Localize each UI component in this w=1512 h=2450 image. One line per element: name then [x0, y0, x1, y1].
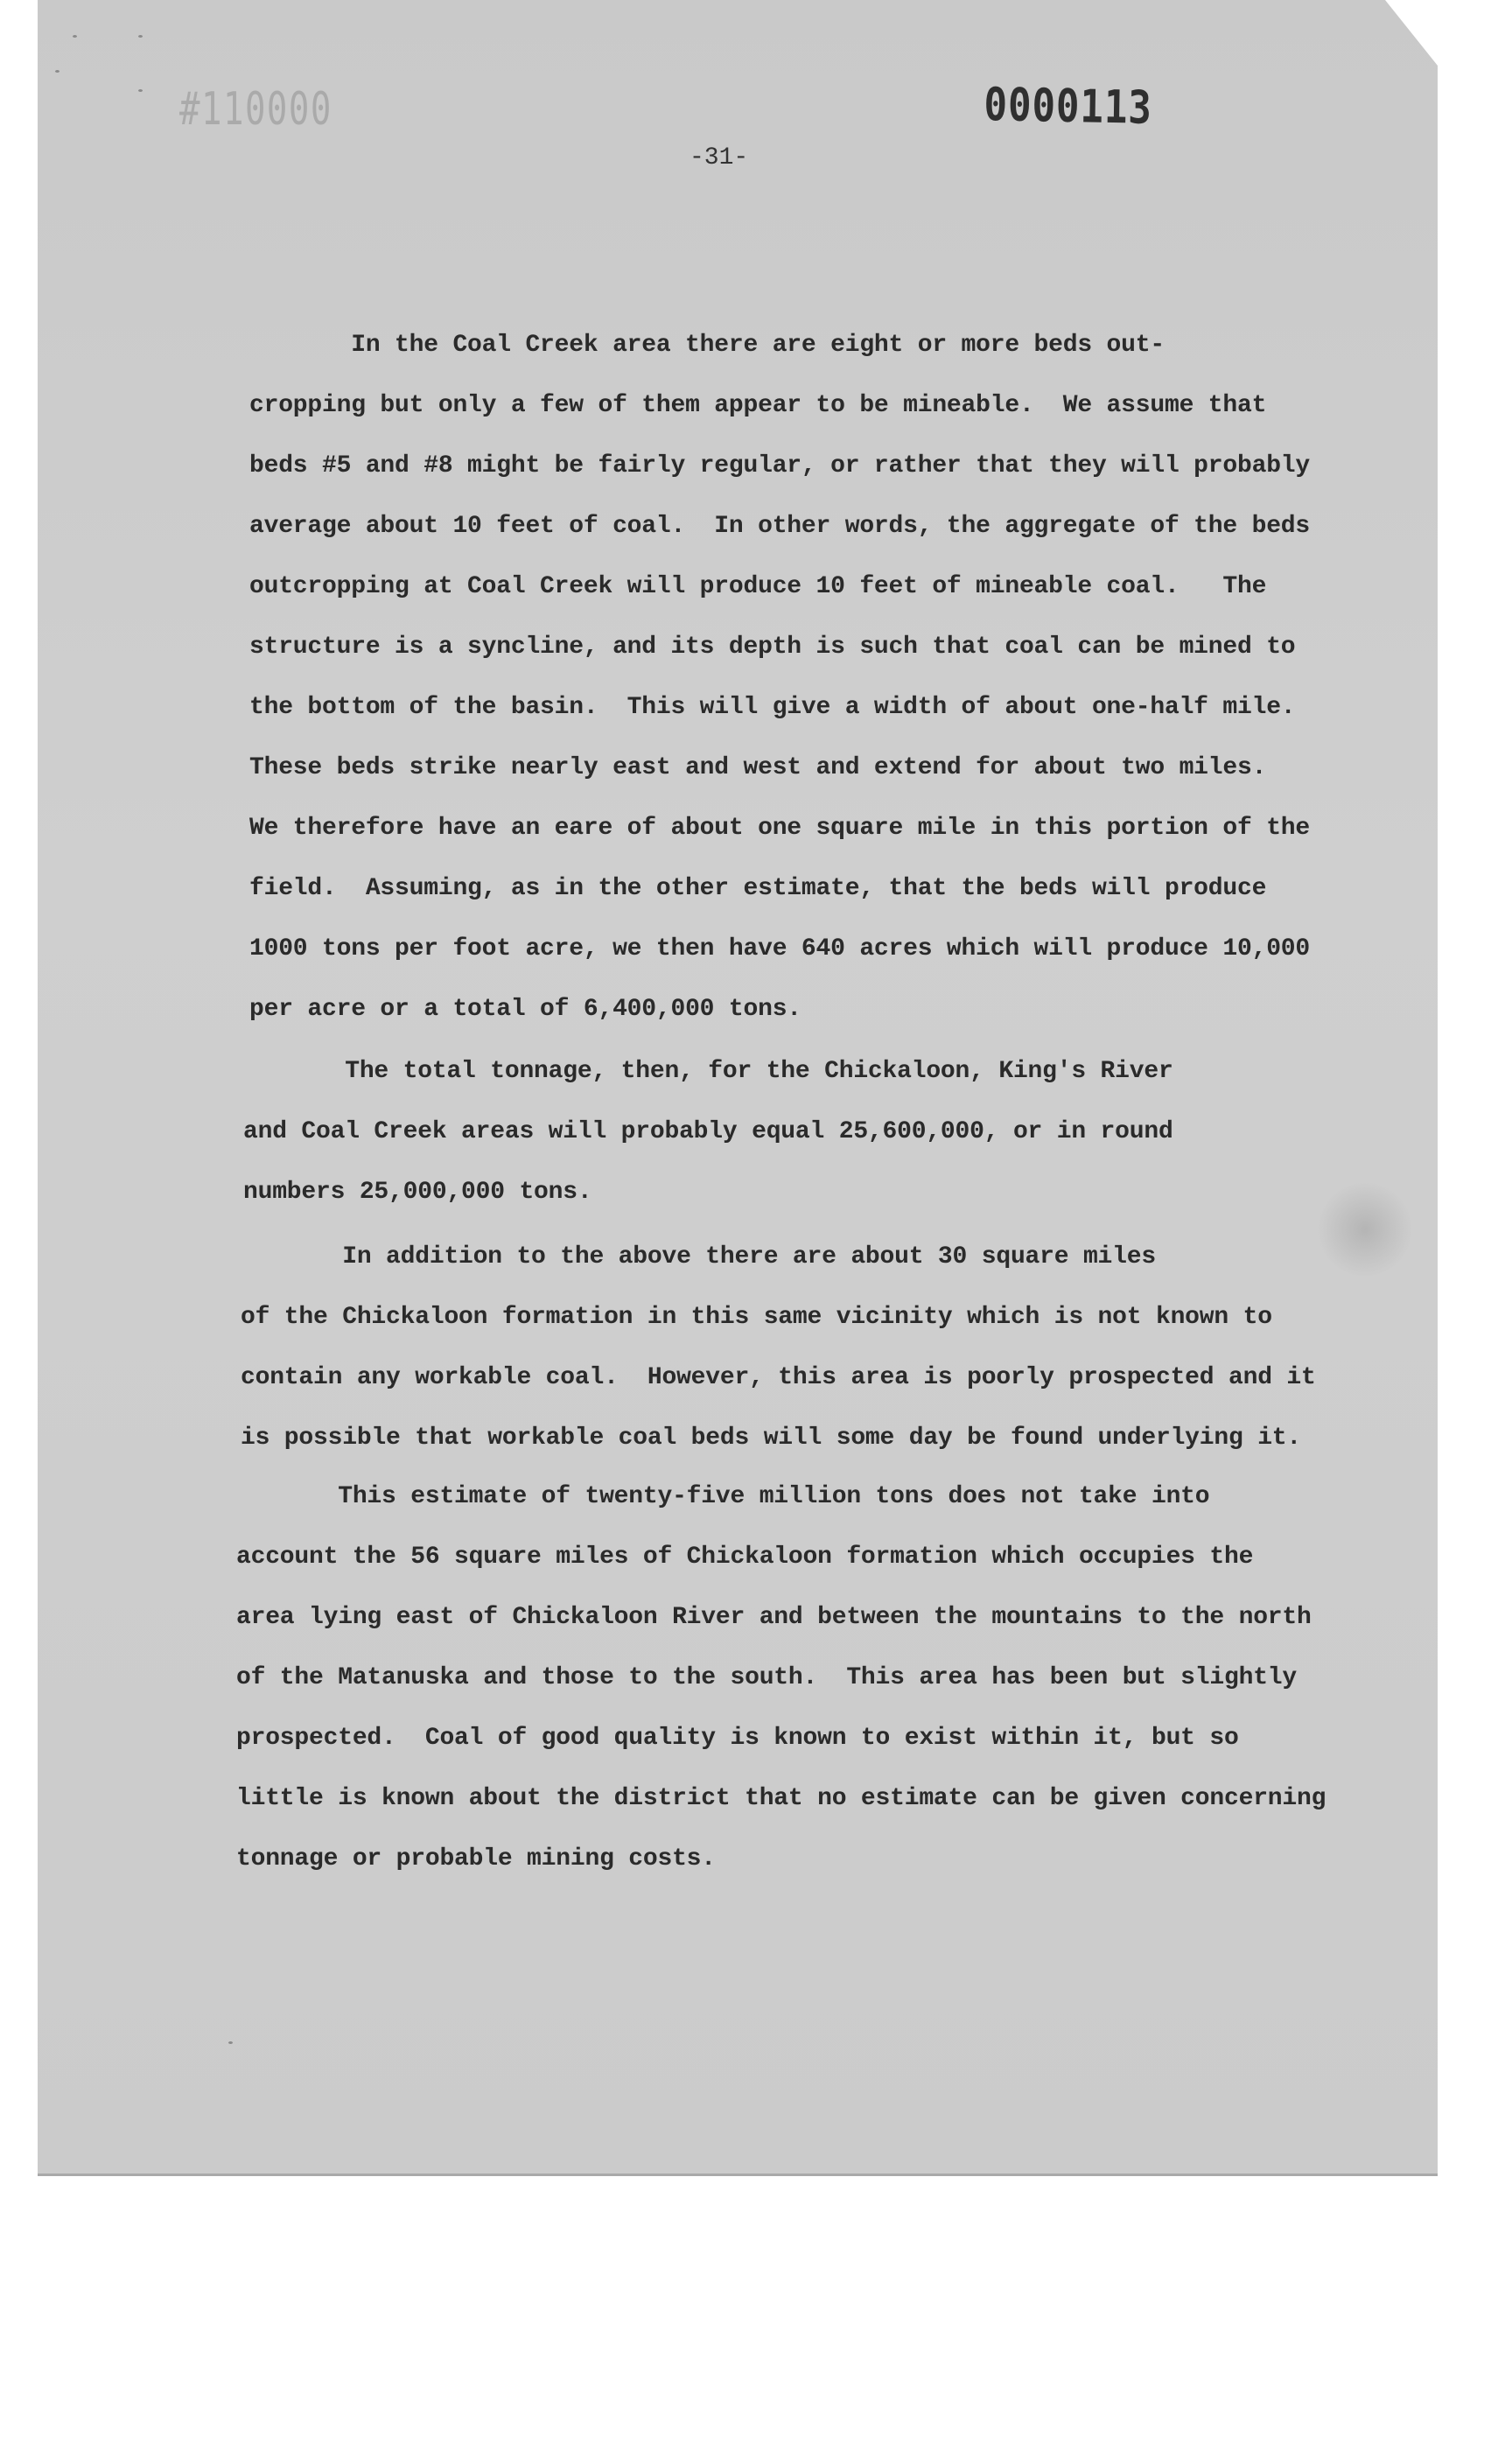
text-line: structure is a syncline, and its depth is such that coal can be mined to [249, 634, 1296, 661]
paragraph-coal-creek [249, 315, 1310, 1040]
text-line: is possible that workable coal beds will some day be found underlying it. [241, 1424, 1301, 1452]
page-number: -31- [690, 144, 749, 172]
paragraph-total-tonnage [243, 1041, 1173, 1222]
text-line: little is known about the district that no estimate can be given concerning [236, 1785, 1326, 1812]
text-line: and Coal Creek areas will probably equal 25,600,000, or in round [243, 1118, 1173, 1145]
text-line: of the Chickaloon formation in this same vicinity which is not known to [241, 1304, 1272, 1331]
text-line: In addition to the above there are about 30 square miles [241, 1243, 1156, 1270]
text-line: In the Coal Creek area there are eight or more beds out- [249, 332, 1165, 359]
text-line: field. Assuming, as in the other estimate, that the beds will produce [249, 875, 1267, 902]
text-line: beds #5 and #8 might be fairly regular, or rather that they will probably [249, 452, 1310, 480]
dust-speck [55, 70, 60, 73]
dust-speck [228, 2041, 233, 2044]
text-line: This estimate of twenty-five million tons does not take into [236, 1483, 1210, 1510]
text-line: 1000 tons per foot acre, we then have 640 acres which will produce 10,000 [249, 935, 1310, 962]
paragraph-additional-area [241, 1227, 1316, 1468]
text-line: outcropping at Coal Creek will produce 10 feet of mineable coal. The [249, 573, 1267, 600]
faded-stamp-number: #110000 [179, 83, 332, 136]
text-line: account the 56 square miles of Chickaloon formation which occupies the [236, 1544, 1254, 1571]
text-line: tonnage or probable mining costs. [236, 1845, 716, 1872]
dust-speck [138, 89, 143, 92]
text-line: numbers 25,000,000 tons. [243, 1179, 592, 1206]
page-smudge [1317, 1181, 1413, 1278]
text-line: cropping but only a few of them appear to be mineable. We assume that [249, 392, 1267, 419]
text-line: of the Matanuska and those to the south. This area has been but slightly [236, 1664, 1297, 1691]
document-number-stamp: 0000113 [984, 79, 1153, 135]
text-line: average about 10 feet of coal. In other words, the aggregate of the beds [249, 513, 1310, 540]
text-line: These beds strike nearly east and west and extend for about two miles. [249, 754, 1267, 781]
dust-speck [138, 35, 143, 38]
dust-speck [73, 35, 77, 38]
text-line: The total tonnage, then, for the Chickaloon, King's River [243, 1058, 1173, 1085]
paragraph-estimate-exclusion [236, 1466, 1326, 1889]
text-line: contain any workable coal. However, this area is poorly prospected and it [241, 1364, 1316, 1391]
text-line: prospected. Coal of good quality is known to exist within it, but so [236, 1725, 1239, 1752]
text-line: per acre or a total of 6,400,000 tons. [249, 996, 802, 1023]
text-line: We therefore have an eare of about one square mile in this portion of the [249, 815, 1310, 842]
text-line: area lying east of Chickaloon River and between the mountains to the north [236, 1604, 1312, 1631]
text-line: the bottom of the basin. This will give a width of about one-half mile. [249, 694, 1296, 721]
